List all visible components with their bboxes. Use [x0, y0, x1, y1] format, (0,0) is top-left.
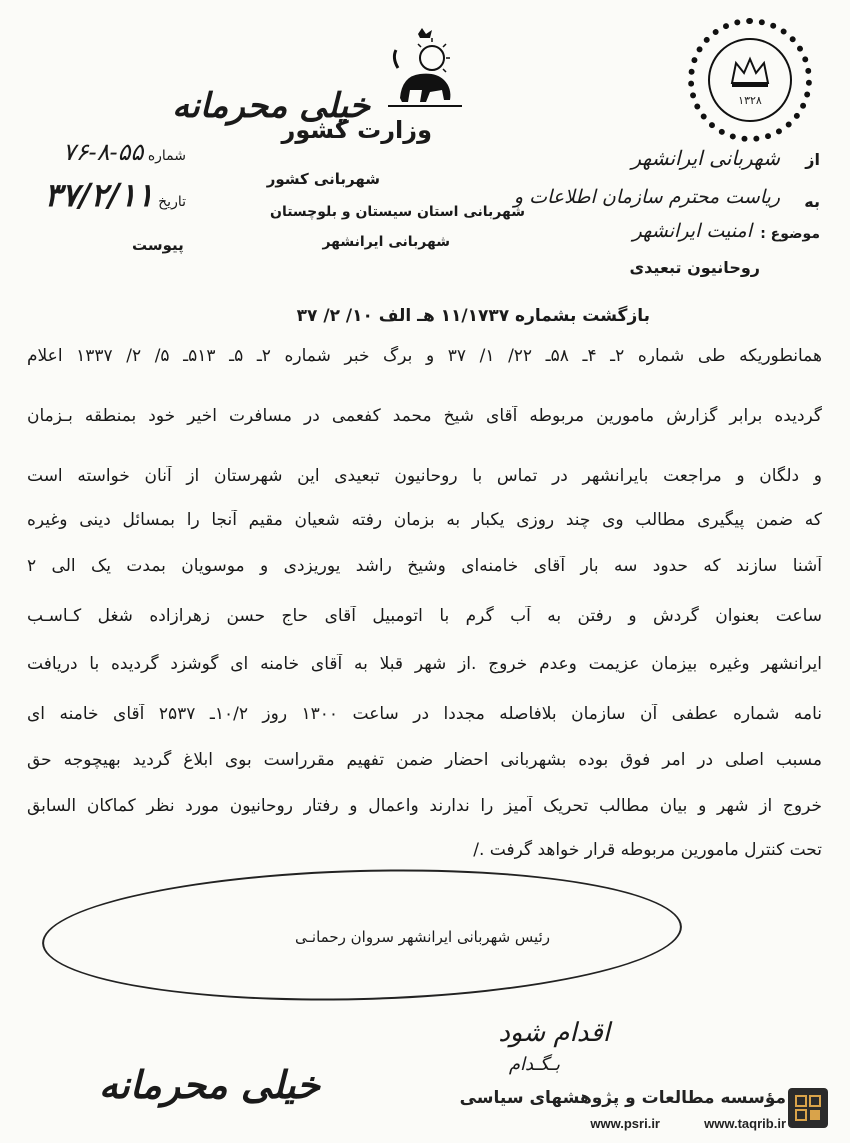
ministry-title: وزارت کشور: [281, 116, 432, 144]
body-line: همانطوریکه طی شماره ۲ـ ۴ـ ۵۸ـ ۲۲/ ۱/ ۳۷ و برگ خبر شماره ۲ـ ۵ـ ۵۱۳ـ ۵/ ۲/ ۱۳۳۷ اعلام: [27, 346, 822, 366]
body-line: مسبب اصلی در امر فوق بوده بشهربانی احضار ضمن تفهیم مقرراست بوی ابلاغ گردید بهیچوجه حق: [27, 750, 822, 770]
body-line: ساعت بعنوان گردش و رفتن به آب گرم با اتومبیل آقای حاج حسن زهرازاده شغل کـاسـب: [27, 606, 822, 626]
watermark-url-psri[interactable]: www.psri.ir: [590, 1116, 660, 1131]
body-line: خروج از شهر و بیان مطالب تحریک آمیز را ندارند واعمال و رفتار روحانیون مورد نظر کماکان السابق: [27, 796, 822, 816]
lion-and-sun-emblem-icon: [380, 28, 470, 113]
date-value: ۳۷/۲/۱۱: [44, 176, 154, 214]
seal-inner-ring: [708, 38, 792, 122]
signatory-title: رئیس شهربانی ایرانشهر سروان رحمانـی: [295, 928, 550, 946]
date-field: [14, 176, 186, 214]
crown-icon: [728, 53, 772, 91]
number-value: ۵۵-۸-۷۶: [62, 138, 144, 166]
seal-year: ۱۳۲۸: [738, 94, 762, 107]
handwritten-note-2: بـگـدام: [508, 1054, 560, 1075]
watermark-url-taqrib[interactable]: www.taqrib.ir: [704, 1116, 786, 1131]
to-label: به: [804, 192, 820, 211]
to-value: ریاست محترم سازمان اطلاعات و: [513, 186, 780, 208]
official-seal: [688, 18, 812, 142]
body-line: که ضمن پیگیری مطالب وی چند روزی یکبار به بزمان رفته شعیان مقیم آنجا را بمسائل دینی وغیره: [27, 510, 822, 530]
from-value: شهربانی ایرانشهر: [631, 146, 780, 170]
from-label: از: [805, 150, 820, 169]
attachment-label: پیوست: [132, 236, 184, 254]
watermark-org: مؤسسه مطالعات و پژوهشهای سیاسی: [459, 1088, 786, 1108]
police-hq-title: شهربانی کشور: [266, 170, 380, 188]
city-police-title: شهربانی ایرانشهر: [322, 234, 450, 250]
body-line: نامه شماره عطفی آن سازمان بلافاصله مجددا در ساعت ۱۳۰۰ روز ۱۰/۲ـ ۲۵۳۷ آقای خامنه ای: [27, 704, 822, 724]
province-police-title: شهربانی استان سیستان و بلوچستان: [270, 204, 525, 220]
subject-value: امنیت ایرانشهر: [632, 220, 752, 242]
body-line: ایرانشهر وغیره بیزمان عزیمت وعدم خروج .از شهر قبلا به آقای خامنه ای گوشزد گردیده با دریافت: [27, 654, 822, 674]
confidential-handwritten: خیلی محرمانه: [172, 86, 370, 126]
subject-label: موضوع :: [760, 226, 820, 242]
date-label: تاریخ: [158, 194, 186, 210]
body-line: و دلگان و مراجعت بایرانشهر در تماس با روحانیون تبعیدی این شهرستان از آنان خواسته است: [27, 466, 822, 486]
psri-logo-icon: [788, 1088, 828, 1128]
body-line: تحت کنترل مامورین مربوطه قرار خواهد گرفت ./: [473, 840, 822, 860]
body-line: آشنا سازند که حدود سه بار آقای خامنه‌ای وشیخ راشد یوریزدی و موسویان بمدت یک الی ۲: [27, 556, 822, 576]
footer-confidential-stamp: خیلی محرمانه: [98, 1062, 320, 1107]
body-line: گردیده برابر گزارش مامورین مربوطه آقای شیخ محمد کفعمی در مسافرت اخیر خود بمنطقه بـزمان: [27, 406, 822, 426]
number-label: شماره: [147, 148, 186, 164]
number-field: [14, 138, 186, 166]
reference-line: بازگشت بشماره ۱۱/۱۷۳۷ هـ الف ۱۰/ ۲/ ۳۷: [296, 306, 650, 326]
subject-line2: روحانیون تبعیدی: [629, 258, 760, 277]
handwritten-note: اقدام شود: [498, 1018, 610, 1048]
